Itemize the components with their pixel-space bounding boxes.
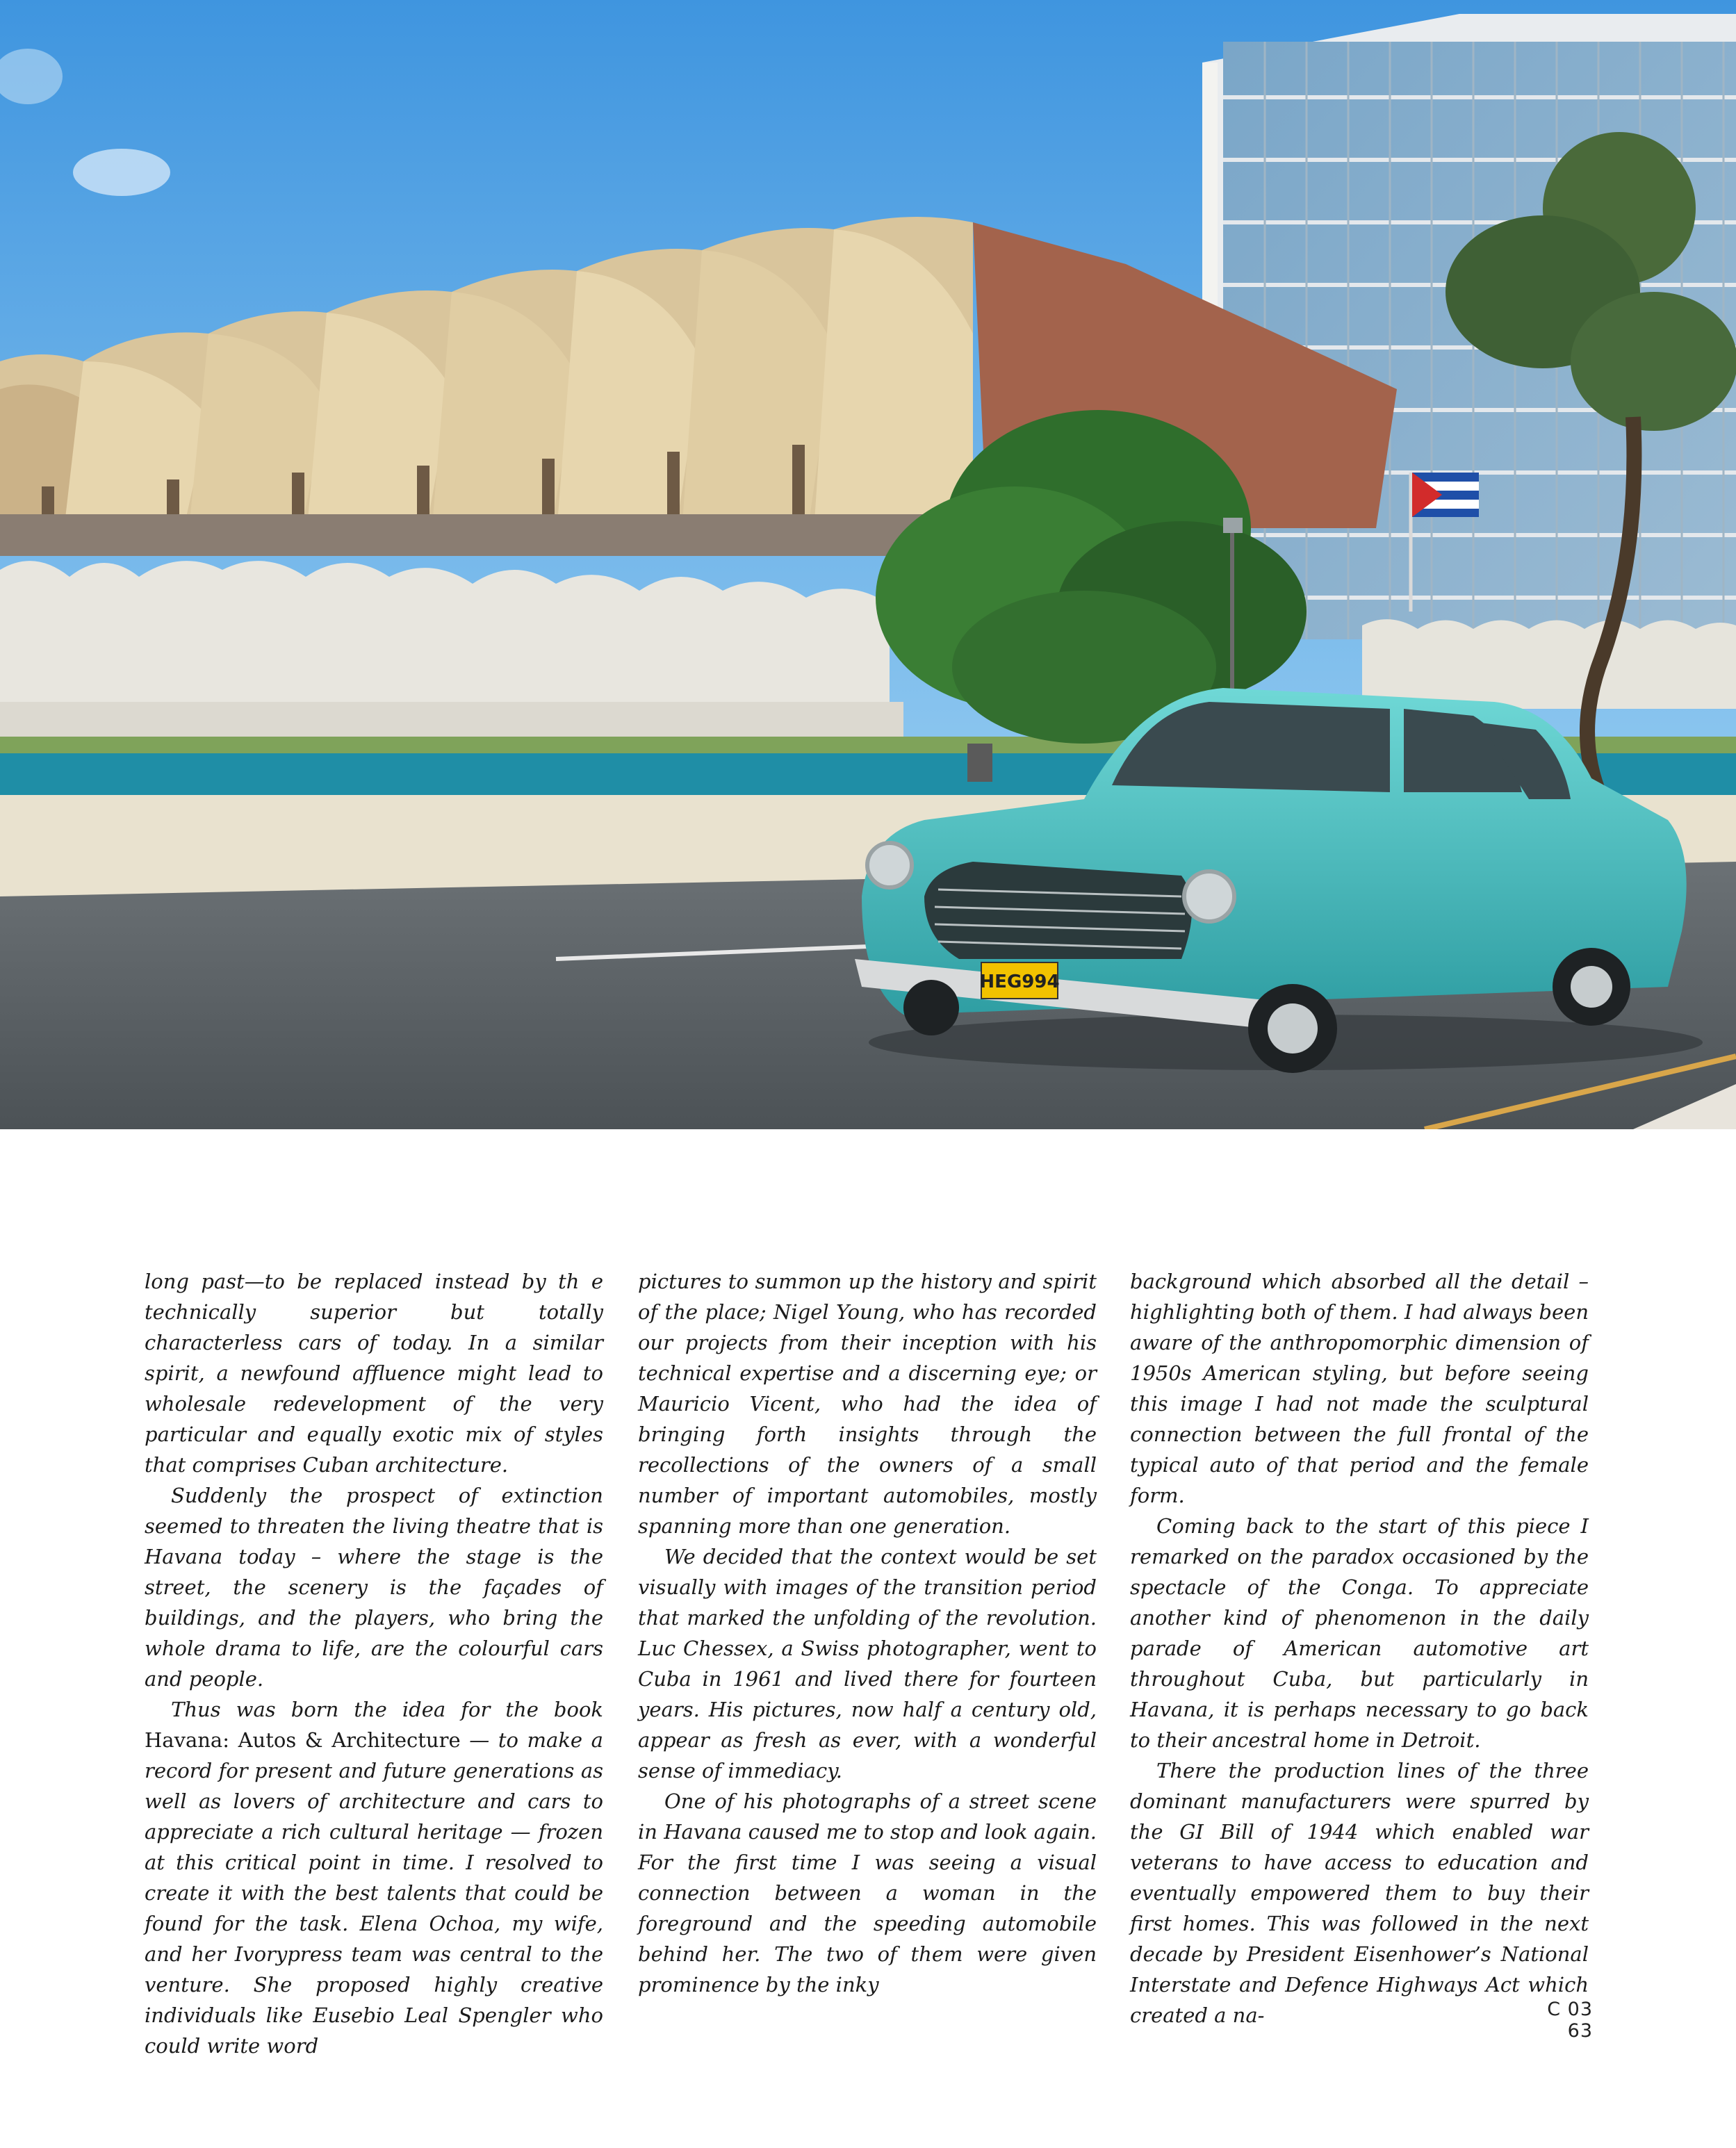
text-run: We decided that the context would be set visually with images of the transition period that marked the unfolding of the revolution. Luc Chessex, a Swiss photographer, went to Cuba in 1961 and lived there for fourteen years. His pictures, now half a century old, appear as fresh as ever, with a wonderful sense of immediacy. xyxy=(638,1545,1097,1782)
paragraph xyxy=(638,1266,1097,1541)
text-run: pictures to summon up the history and spirit of the place; Nigel Young, who has recorded our projects from their inception with his technical expertise and a discerning eye; or Mauricio Vicent, who had the idea of bringing forth insights through the recollections of the owners of a small number of important automobiles, mostly spanning more than one generation. xyxy=(638,1270,1097,1538)
text-run: Thus was born the idea for the book xyxy=(171,1698,603,1721)
text-run: Coming back to the start of this piece I remarked on the paradox occasioned by the spectacle of the Conga. To appreciate another kind of phenomenon in the daily parade of American automotive art throughout Cuba, but particularly in Havana, it is perhaps necessary to go back to their ancestral home in Detroit. xyxy=(1130,1514,1589,1752)
book-title: Havana: Autos & Architecture xyxy=(145,1728,461,1752)
paragraph xyxy=(145,1480,603,1694)
paragraph xyxy=(1130,1266,1589,1511)
text-run: long past—to be replaced instead by th e technically superior but totally characterless cars of today. In a similar spirit, a newfound affluence might lead to wholesale redevelopment of the very particular and equally exotic mix of styles that comprises Cuban architecture. xyxy=(145,1270,603,1477)
paragraph xyxy=(1130,1511,1589,1755)
paragraph xyxy=(638,1541,1097,1786)
text-column-3 xyxy=(1130,1266,1589,2031)
text-run: Suddenly the prospect of extinction seemed to threaten the living theatre that is Havana today – where the stage is the street, the scenery is the façades of buildings, and the players, who bring the whole drama to life, are the colourful cars and people. xyxy=(145,1484,603,1691)
cloud xyxy=(73,149,170,196)
text-run: There the production lines of the three dominant manufacturers were spurred by the GI Bill of 1944 which enabled war veterans to have access to education and eventually empowered them to buy their first homes. This was followed in the next decade by President Eisenhower’s National Interstate and Defence Highways Act which created a na- xyxy=(1130,1759,1589,2027)
text-column-2 xyxy=(638,1266,1097,2000)
text-column-1 xyxy=(145,1266,603,2061)
page-folio: C 03 63 xyxy=(1547,1999,1593,2042)
paragraph xyxy=(638,1786,1097,2000)
text-run: — to make a record for present and future generations as well as lovers of architecture and cars to appreciate a rich cultural heritage — frozen at this critical point in time. I resolved to create it with the best talents that could be found for the task. Elena Ochoa, my wife, and her Ivorypress team was central to the venture. She proposed highly creative individuals like Eusebio Leal Spengler who could write word xyxy=(145,1728,603,2058)
paragraph xyxy=(1130,1755,1589,2031)
license-plate-text: HEG994 xyxy=(979,971,1060,992)
text-run: background which absorbed all the detail – highlighting both of them. I had always been aware of the anthropomorphic dimension of 1950s American styling, but before seeing this image I had not made the sculptural connection between the full frontal of the typical auto of that period and the female form. xyxy=(1130,1270,1589,1507)
text-run: One of his photographs of a street scene in Havana caused me to stop and look again. For the first time I was seeing a visual connection between a woman in the foreground and the speeding automobile behind her. The two of them were given prominence by the inky xyxy=(638,1789,1097,1997)
paragraph xyxy=(145,1266,603,1480)
paragraph xyxy=(145,1694,603,2061)
